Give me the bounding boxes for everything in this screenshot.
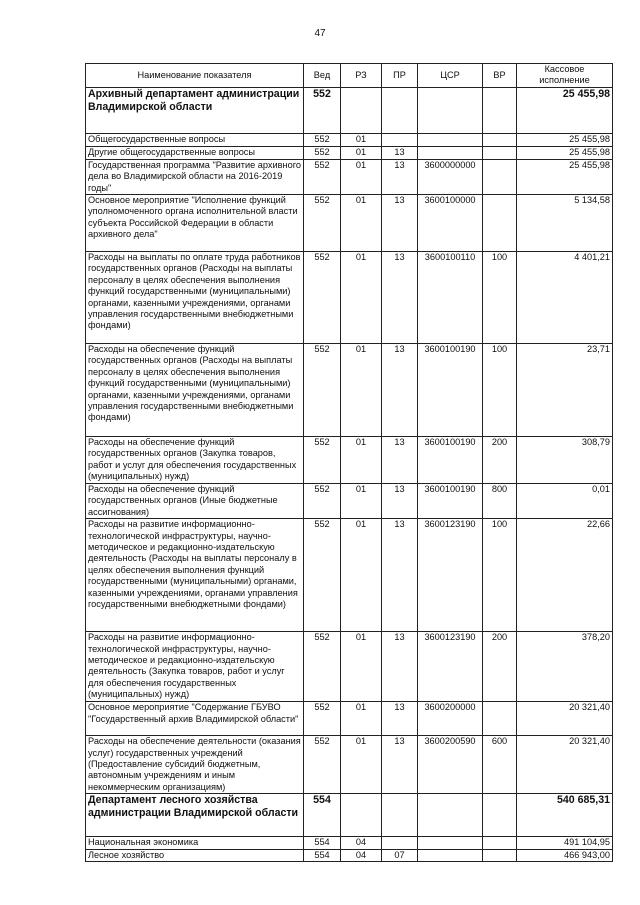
cell-csr: 3600200000 bbox=[418, 702, 483, 736]
cell-csr bbox=[418, 87, 483, 133]
cell-rz: 04 bbox=[341, 837, 382, 849]
table-row bbox=[86, 252, 613, 344]
cell-pr bbox=[382, 837, 418, 849]
cell-rz: 01 bbox=[341, 632, 382, 702]
cell-amount: 25 455,98 bbox=[517, 133, 613, 146]
cell-vr bbox=[483, 837, 517, 849]
cell-rz: 01 bbox=[341, 133, 382, 146]
cell-ved: 554 bbox=[304, 849, 341, 861]
cell-pr: 13 bbox=[382, 146, 418, 159]
cell-name: Расходы на развитие информационно-технологической инфраструктуры, научно-методическое и редакционно-издательскую деятельность (Закупка товаров, работ и услуг для обеспечения государственных (муниципальных) нужд) bbox=[86, 632, 304, 702]
cell-csr: 3600100190 bbox=[418, 484, 483, 519]
cell-amount: 466 943,00 bbox=[517, 849, 613, 861]
header-name: Наименование показателя bbox=[86, 64, 304, 88]
table-row bbox=[86, 736, 613, 794]
cell-amount: 25 455,98 bbox=[517, 87, 613, 133]
cell-vr: 800 bbox=[483, 484, 517, 519]
budget-execution-table bbox=[85, 63, 613, 862]
cell-amount: 540 685,31 bbox=[517, 794, 613, 837]
cell-ved: 552 bbox=[304, 437, 341, 484]
cell-pr bbox=[382, 87, 418, 133]
table-row bbox=[86, 87, 613, 133]
cell-pr: 13 bbox=[382, 195, 418, 252]
cell-name: Расходы на выплаты по оплате труда работников государственных органов (Расходы на выплаты персоналу в целях обеспечения выполнения функций государственными (муниципальными) органами, казенными учреждениями, органами управления государственными внебюджетными фондами) bbox=[86, 252, 304, 344]
cell-vr: 100 bbox=[483, 344, 517, 437]
cell-csr: 3600200590 bbox=[418, 736, 483, 794]
cell-vr: 600 bbox=[483, 736, 517, 794]
cell-csr bbox=[418, 849, 483, 861]
cell-name: Общегосударственные вопросы bbox=[86, 133, 304, 146]
cell-ved: 552 bbox=[304, 146, 341, 159]
table-row bbox=[86, 344, 613, 437]
cell-pr: 13 bbox=[382, 736, 418, 794]
cell-amount: 491 104,95 bbox=[517, 837, 613, 849]
cell-name: Основное мероприятие "Исполнение функций уполномоченного органа исполнительной власти субъекта Российской Федерации в области архивного дела" bbox=[86, 195, 304, 252]
cell-amount: 25 455,98 bbox=[517, 159, 613, 194]
cell-vr: 100 bbox=[483, 519, 517, 632]
cell-ved: 552 bbox=[304, 519, 341, 632]
cell-csr: 3600123190 bbox=[418, 519, 483, 632]
cell-rz: 01 bbox=[341, 344, 382, 437]
cell-ved: 552 bbox=[304, 133, 341, 146]
cell-amount: 25 455,98 bbox=[517, 146, 613, 159]
table-row bbox=[86, 837, 613, 849]
cell-amount: 20 321,40 bbox=[517, 736, 613, 794]
cell-amount: 308,79 bbox=[517, 437, 613, 484]
cell-vr bbox=[483, 133, 517, 146]
cell-rz: 01 bbox=[341, 146, 382, 159]
cell-pr bbox=[382, 794, 418, 837]
cell-amount: 0,01 bbox=[517, 484, 613, 519]
table-row bbox=[86, 519, 613, 632]
cell-csr: 3600100190 bbox=[418, 437, 483, 484]
cell-pr: 13 bbox=[382, 484, 418, 519]
cell-vr bbox=[483, 146, 517, 159]
cell-vr bbox=[483, 195, 517, 252]
cell-ved: 554 bbox=[304, 837, 341, 849]
cell-vr bbox=[483, 849, 517, 861]
header-csr: ЦСР bbox=[418, 64, 483, 88]
cell-rz: 01 bbox=[341, 519, 382, 632]
cell-vr bbox=[483, 794, 517, 837]
cell-pr: 13 bbox=[382, 519, 418, 632]
cell-rz: 04 bbox=[341, 849, 382, 861]
cell-pr: 13 bbox=[382, 437, 418, 484]
cell-rz bbox=[341, 794, 382, 837]
cell-name: Департамент лесного хозяйства администрации Владимирской области bbox=[86, 794, 304, 837]
cell-name: Архивный департамент администрации Владимирской области bbox=[86, 87, 304, 133]
cell-rz: 01 bbox=[341, 195, 382, 252]
cell-csr: 3600100110 bbox=[418, 252, 483, 344]
table-row bbox=[86, 484, 613, 519]
cell-ved: 552 bbox=[304, 344, 341, 437]
table-row bbox=[86, 159, 613, 194]
cell-vr: 100 bbox=[483, 252, 517, 344]
cell-name: Расходы на обеспечение функций государственных органов (Расходы на выплаты персоналу в целях обеспечения выполнения функций государственными (муниципальными) органами, казенными учреждениями, органами управления государственными внебюджетными фондами) bbox=[86, 344, 304, 437]
cell-name: Национальная экономика bbox=[86, 837, 304, 849]
cell-ved: 552 bbox=[304, 195, 341, 252]
table-row bbox=[86, 794, 613, 837]
cell-name: Другие общегосударственные вопросы bbox=[86, 146, 304, 159]
cell-rz bbox=[341, 87, 382, 133]
cell-rz: 01 bbox=[341, 252, 382, 344]
cell-ved: 552 bbox=[304, 484, 341, 519]
cell-name: Расходы на обеспечение функций государственных органов (Закупка товаров, работ и услуг для обеспечения государственных (муниципальных) нужд) bbox=[86, 437, 304, 484]
table-row bbox=[86, 702, 613, 736]
cell-amount: 5 134,58 bbox=[517, 195, 613, 252]
cell-vr bbox=[483, 87, 517, 133]
table-row bbox=[86, 133, 613, 146]
cell-ved: 552 bbox=[304, 159, 341, 194]
cell-pr: 13 bbox=[382, 702, 418, 736]
cell-pr: 13 bbox=[382, 344, 418, 437]
cell-amount: 23,71 bbox=[517, 344, 613, 437]
cell-csr: 3600100190 bbox=[418, 344, 483, 437]
cell-name: Государственная программа "Развитие архивного дела во Владимирской области на 2016-2019 годы" bbox=[86, 159, 304, 194]
cell-csr bbox=[418, 133, 483, 146]
cell-csr bbox=[418, 146, 483, 159]
cell-amount: 22,66 bbox=[517, 519, 613, 632]
cell-ved: 552 bbox=[304, 702, 341, 736]
cell-name: Лесное хозяйство bbox=[86, 849, 304, 861]
cell-name: Основное мероприятие "Содержание ГБУВО "Государственный архив Владимирской области" bbox=[86, 702, 304, 736]
cell-rz: 01 bbox=[341, 437, 382, 484]
cell-rz: 01 bbox=[341, 159, 382, 194]
cell-pr: 13 bbox=[382, 159, 418, 194]
header-pr: ПР bbox=[382, 64, 418, 88]
cell-csr bbox=[418, 837, 483, 849]
cell-rz: 01 bbox=[341, 736, 382, 794]
cell-ved: 554 bbox=[304, 794, 341, 837]
cell-ved: 552 bbox=[304, 252, 341, 344]
table-row bbox=[86, 437, 613, 484]
table-row bbox=[86, 195, 613, 252]
cell-csr: 3600000000 bbox=[418, 159, 483, 194]
table-row bbox=[86, 849, 613, 861]
cell-rz: 01 bbox=[341, 484, 382, 519]
cell-pr: 07 bbox=[382, 849, 418, 861]
cell-name: Расходы на развитие информационно-технологической инфраструктуры, научно-методическое и редакционно-издательскую деятельность (Расходы на выплаты персоналу в целях обеспечения выполнения функций государственными (муниципальными) органами, казенными учреждениями, органами управления государственными внебюджетными фондами) bbox=[86, 519, 304, 632]
cell-csr: 3600100000 bbox=[418, 195, 483, 252]
cell-vr bbox=[483, 159, 517, 194]
cell-name: Расходы на обеспечение деятельности (оказания услуг) государственных учреждений (Предоставление субсидий бюджетным, автономным учреждениям и иным некоммерческим организациям) bbox=[86, 736, 304, 794]
header-amount: Кассовое исполнение bbox=[517, 64, 613, 88]
table-header-row bbox=[86, 64, 613, 88]
table-row bbox=[86, 632, 613, 702]
cell-csr: 3600123190 bbox=[418, 632, 483, 702]
table-row bbox=[86, 146, 613, 159]
cell-ved: 552 bbox=[304, 736, 341, 794]
cell-ved: 552 bbox=[304, 632, 341, 702]
cell-amount: 378,20 bbox=[517, 632, 613, 702]
header-vr: ВР bbox=[483, 64, 517, 88]
cell-pr: 13 bbox=[382, 632, 418, 702]
cell-csr bbox=[418, 794, 483, 837]
cell-name: Расходы на обеспечение функций государственных органов (Иные бюджетные ассигнования) bbox=[86, 484, 304, 519]
table-body bbox=[86, 87, 613, 861]
cell-pr bbox=[382, 133, 418, 146]
cell-vr: 200 bbox=[483, 632, 517, 702]
header-rz: РЗ bbox=[341, 64, 382, 88]
cell-amount: 20 321,40 bbox=[517, 702, 613, 736]
cell-vr bbox=[483, 702, 517, 736]
cell-amount: 4 401,21 bbox=[517, 252, 613, 344]
cell-rz: 01 bbox=[341, 702, 382, 736]
cell-pr: 13 bbox=[382, 252, 418, 344]
page-number: 47 bbox=[314, 28, 326, 39]
cell-vr: 200 bbox=[483, 437, 517, 484]
cell-ved: 552 bbox=[304, 87, 341, 133]
header-ved: Вед bbox=[304, 64, 341, 88]
